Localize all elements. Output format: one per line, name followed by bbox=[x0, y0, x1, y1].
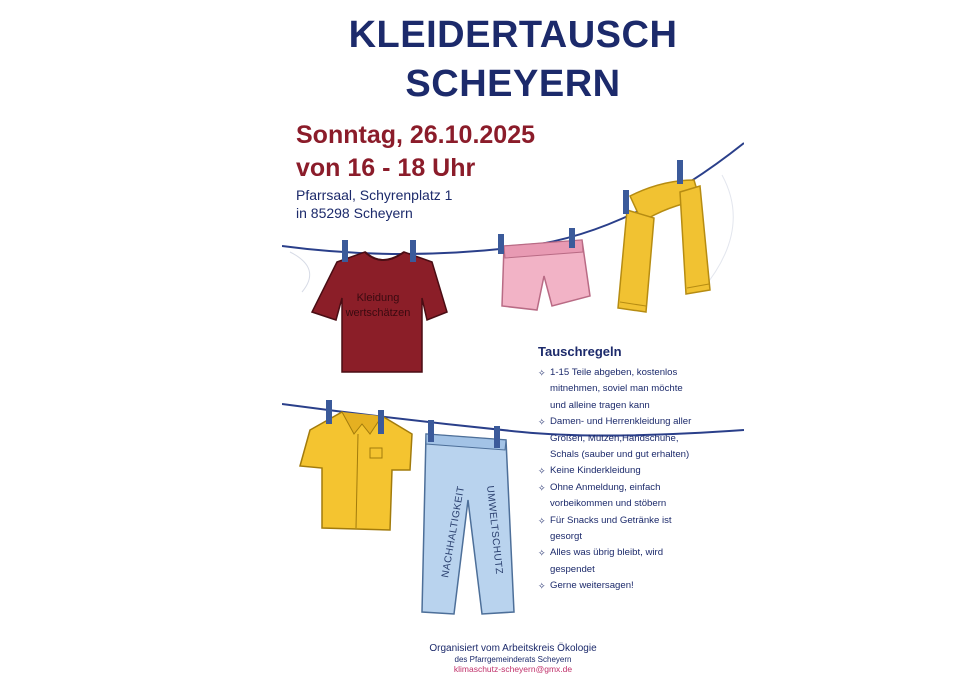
rule-text: Für Snacks und Getränke ist bbox=[550, 514, 672, 526]
yellow-shirt-icon bbox=[300, 400, 412, 530]
rule-text: Gerne weitersagen! bbox=[550, 580, 634, 592]
rule-item-line bbox=[538, 562, 748, 578]
rule-bullet-icon: ✧ bbox=[538, 482, 546, 493]
rule-item-line bbox=[538, 496, 748, 512]
rule-text: Schals (sauber und gut erhalten) bbox=[550, 449, 690, 461]
rule-item-line bbox=[538, 414, 748, 430]
rule-bullet-icon: ✧ bbox=[538, 548, 546, 559]
rule-bullet-icon: ✧ bbox=[538, 417, 546, 428]
footer-organizer: Organisiert vom Arbeitskreis Ökologie bbox=[429, 643, 597, 654]
rule-text: gesorgt bbox=[550, 531, 582, 543]
tshirt-text-line2: wertschätzen bbox=[345, 307, 411, 319]
rule-item-line bbox=[538, 447, 748, 463]
rule-text: Größen, Mützen,Handschuhe, bbox=[550, 432, 679, 444]
rule-text: gespendet bbox=[550, 563, 595, 575]
rule-item-line bbox=[538, 381, 748, 397]
exchange-rules bbox=[538, 344, 748, 595]
rule-text: mitnehmen, soviel man möchte bbox=[550, 383, 683, 395]
event-time: von 16 - 18 Uhr bbox=[296, 154, 476, 182]
rule-text: Damen- und Herrenkleidung aller bbox=[550, 416, 692, 428]
footer-email[interactable]: klimaschutz-scheyern@gmx.de bbox=[453, 664, 573, 674]
jeans-icon bbox=[422, 420, 514, 614]
rule-item-line bbox=[538, 480, 748, 496]
rules-title: Tauschregeln bbox=[538, 344, 622, 359]
rule-text: 1-15 Teile abgeben, kostenlos bbox=[550, 367, 678, 378]
rule-text: und alleine tragen kann bbox=[550, 399, 650, 411]
rule-item-line bbox=[538, 463, 748, 479]
event-date: Sonntag, 26.10.2025 bbox=[296, 121, 536, 149]
jeans-left-text: NACHHALTIGKEIT bbox=[440, 485, 468, 579]
jeans-right-text: UMWELTSCHUTZ bbox=[484, 485, 505, 575]
rule-text: vorbeikommen und stöbern bbox=[550, 498, 667, 510]
rule-item-line bbox=[538, 529, 748, 545]
rule-text: Ohne Anmeldung, einfach bbox=[550, 481, 661, 493]
rule-bullet-icon: ✧ bbox=[538, 466, 546, 477]
rule-item-line bbox=[538, 398, 748, 414]
footer-parish: des Pfarrgemeinderats Scheyern bbox=[454, 655, 572, 664]
scarf-icon bbox=[618, 160, 710, 312]
rule-item-line bbox=[538, 545, 748, 561]
tshirt-icon bbox=[312, 240, 447, 372]
rule-item-line bbox=[538, 431, 748, 447]
rule-bullet-icon: ✧ bbox=[538, 368, 546, 378]
event-address-line2: in 85298 Scheyern bbox=[296, 205, 413, 221]
event-address-line1: Pfarrsaal, Schyrenplatz 1 bbox=[296, 187, 453, 203]
shorts-icon bbox=[498, 228, 590, 310]
rule-item-line bbox=[538, 578, 748, 594]
poster-title-line1: KLEIDERTAUSCH bbox=[348, 14, 678, 56]
poster-title-line2: SCHEYERN bbox=[405, 63, 621, 105]
rule-item-line bbox=[538, 513, 748, 529]
rule-item-line bbox=[538, 365, 748, 381]
rule-text: Alles was übrig bleibt, wird bbox=[550, 547, 664, 559]
rule-bullet-icon: ✧ bbox=[538, 515, 546, 526]
rules-list bbox=[538, 365, 748, 595]
rule-bullet-icon: ✧ bbox=[538, 581, 546, 592]
tshirt-text-line1: Kleidung bbox=[356, 292, 400, 304]
poster bbox=[282, 0, 744, 675]
rule-text: Keine Kinderkleidung bbox=[550, 465, 641, 477]
